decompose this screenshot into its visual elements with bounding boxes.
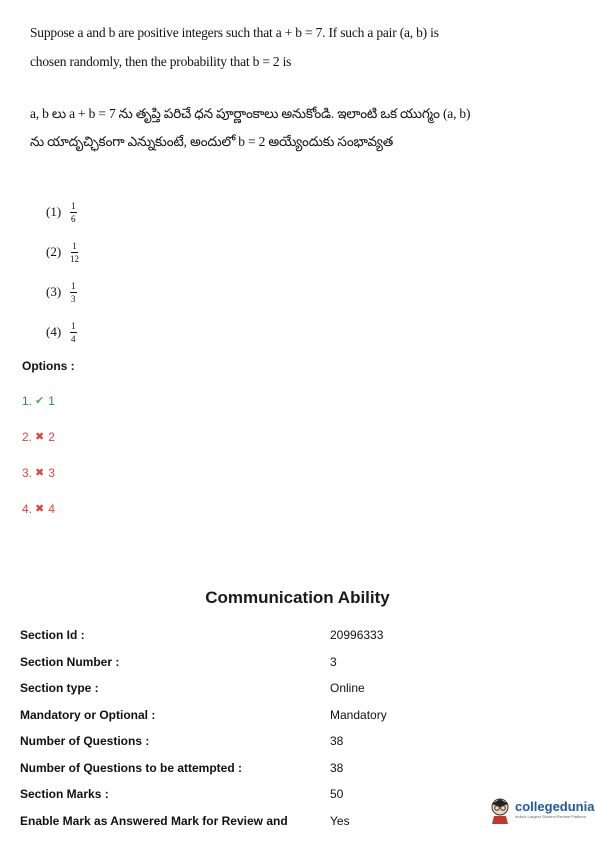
cross-icon: ✖ — [35, 431, 45, 443]
options-heading: Options : — [22, 359, 75, 373]
info-value: 20996333 — [330, 628, 384, 643]
choices-list — [22, 394, 55, 538]
answer-option — [46, 312, 79, 352]
fraction-numerator: 1 — [72, 240, 77, 251]
choice-item-4 — [22, 502, 55, 538]
info-value: 3 — [330, 654, 337, 669]
info-row — [20, 675, 440, 702]
section-title: Communication Ability — [205, 588, 390, 607]
info-label: Number of Questions to be attempted : — [20, 760, 243, 775]
logo-tagline: India's Largest Student Review Platform — [515, 814, 587, 819]
answer-options-list — [46, 192, 79, 352]
cross-icon: ✖ — [35, 467, 45, 479]
question-telugu-line1: a, b లు a + b = 7 ను తృప్తి పరిచే ధన పూర్ణాంకాలు అనుకోండి. ఇలాంటి ఒక యుగ్మం (a, b) — [30, 106, 471, 121]
info-row — [20, 781, 440, 808]
question-english-line1: Suppose a and b are positive integers such that a + b = 7. If such a pair (a, b) is — [30, 25, 439, 40]
choice-index: 2. — [22, 430, 33, 444]
choice-value: 1 — [48, 394, 55, 408]
fraction-numerator: 1 — [71, 280, 76, 291]
answer-option-fraction — [70, 321, 77, 344]
info-label: Enable Mark as Answered Mark for Review and — [20, 813, 288, 828]
info-row — [20, 728, 440, 755]
answer-option — [46, 192, 79, 232]
info-value: 50 — [330, 787, 344, 802]
info-label: Section Marks : — [20, 787, 109, 802]
cross-icon: ✖ — [35, 503, 45, 515]
answer-option-number: (1) — [46, 204, 62, 219]
question-english-line2: chosen randomly, then the probability that b = 2 is — [30, 54, 292, 69]
info-row — [20, 808, 440, 835]
info-value: 38 — [330, 760, 344, 775]
choice-item-3 — [22, 466, 55, 502]
question-english — [30, 18, 450, 76]
info-value: 38 — [330, 734, 344, 749]
collegedunia-logo — [488, 796, 594, 824]
info-row — [20, 622, 440, 649]
info-label: Number of Questions : — [20, 734, 150, 749]
mascot-icon — [488, 796, 512, 824]
choice-value: 2 — [48, 430, 55, 444]
choice-item-1 — [22, 394, 55, 430]
answer-option-fraction — [70, 241, 79, 264]
answer-option-number: (3) — [46, 284, 62, 299]
answer-option — [46, 272, 79, 312]
fraction-numerator: 1 — [71, 200, 76, 211]
choice-index: 1. — [22, 394, 33, 408]
choice-value: 3 — [48, 466, 55, 480]
answer-option-fraction — [70, 281, 77, 304]
choice-item-2 — [22, 430, 55, 466]
question-telugu-line2: ను యాదృచ్ఛికంగా ఎన్నుకుంటే, అందులో b = 2 అయ్యేందుకు సంభావ్యత — [30, 134, 394, 149]
choice-index: 3. — [22, 466, 33, 480]
fraction-denominator: 12 — [70, 253, 79, 264]
fraction-denominator: 6 — [71, 213, 76, 224]
check-icon: ✔ — [35, 395, 45, 407]
choice-value: 4 — [48, 502, 55, 516]
info-label: Section type : — [20, 681, 99, 696]
answer-option — [46, 232, 79, 272]
logo-name: collegedunia — [515, 799, 595, 814]
question-telugu — [30, 100, 480, 156]
info-value: Online — [330, 681, 365, 696]
info-row — [20, 702, 440, 729]
section-info-table — [20, 622, 440, 834]
choice-index: 4. — [22, 502, 33, 516]
info-label: Mandatory or Optional : — [20, 707, 156, 722]
info-value: Mandatory — [330, 707, 387, 722]
fraction-numerator: 1 — [71, 320, 76, 331]
info-label: Section Number : — [20, 654, 120, 669]
fraction-denominator: 4 — [71, 333, 76, 344]
answer-option-number: (2) — [46, 244, 62, 259]
answer-option-number: (4) — [46, 324, 62, 339]
answer-option-fraction — [70, 201, 77, 224]
info-row — [20, 649, 440, 676]
info-label: Section Id : — [20, 628, 85, 643]
info-value: Yes — [330, 813, 350, 828]
info-row — [20, 755, 440, 782]
fraction-denominator: 3 — [71, 293, 76, 304]
